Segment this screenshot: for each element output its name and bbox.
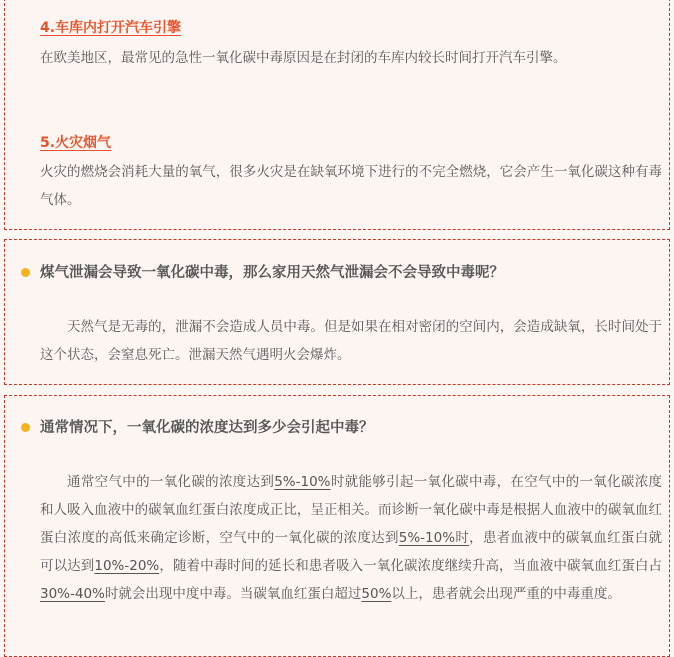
section-body-fire: 火灾的燃烧会消耗大量的氧气，很多火灾是在缺氧环境下进行的不完全燃烧，它会产生一氧化碳这种有毒气体。 [40,164,662,208]
qa-card-concentration [4,395,670,657]
answer-text: 以上，患者就会出现严重的中毒重度。 [391,586,621,602]
concentration-value: 50% [361,586,392,602]
answer-text: 通常空气中的一氧化碳的浓度达到 [67,474,275,490]
section-heading-fire: 5.火灾烟气 [40,135,112,151]
qa-card-natural-gas [4,239,670,385]
section-body-garage: 在欧美地区，最常见的急性一氧化碳中毒原因是在封闭的车库内较长时间打开汽车引擎。 [40,50,567,66]
answer-text: ，随着中毒时间的延长和患者吸入一氧化碳浓度继续升高，当血液中碳氧血红蛋白占 [159,558,663,574]
concentration-value: 5%-10%时 [398,530,470,546]
answer-natural-gas: 天然气是无毒的，泄漏不会造成人员中毒。但是如果在相对密闭的空间内，会造成缺氧，长时间处于这个状态，会窒息死亡。泄漏天然气遇明火会爆炸。 [40,319,662,363]
bullet-icon [21,423,30,432]
bullet-icon [21,268,30,277]
answer-text: 时就会出现中度中毒。当碳氧血红蛋白超过 [104,586,362,602]
question-concentration: 通常情况下，一氧化碳的浓度达到多少会引起中毒？ [40,420,374,436]
concentration-value: 5%-10% [274,474,331,490]
answer-concentration [40,468,662,608]
causes-card [4,0,670,230]
concentration-value: 30%-40% [40,586,105,602]
answer-text: ，患者血液中的碳氧血红蛋白就可以达到 [40,530,663,574]
answer-text: 时就能够引起一氧化碳中毒，在空气中的一氧化碳浓度和人吸入血液中的碳氧血红蛋白浓度成正比，呈正相关。而诊断一氧化碳中毒是根据人血液中的碳氧血红蛋白浓度的高低来确定诊断，空气中的一氧化碳的浓度达到 [40,474,663,546]
concentration-value: 10%-20% [94,558,160,574]
question-natural-gas: 煤气泄漏会导致一氧化碳中毒，那么家用天然气泄漏会不会导致中毒呢？ [40,265,504,281]
section-heading-garage: 4.车库内打开汽车引擎 [40,20,182,36]
